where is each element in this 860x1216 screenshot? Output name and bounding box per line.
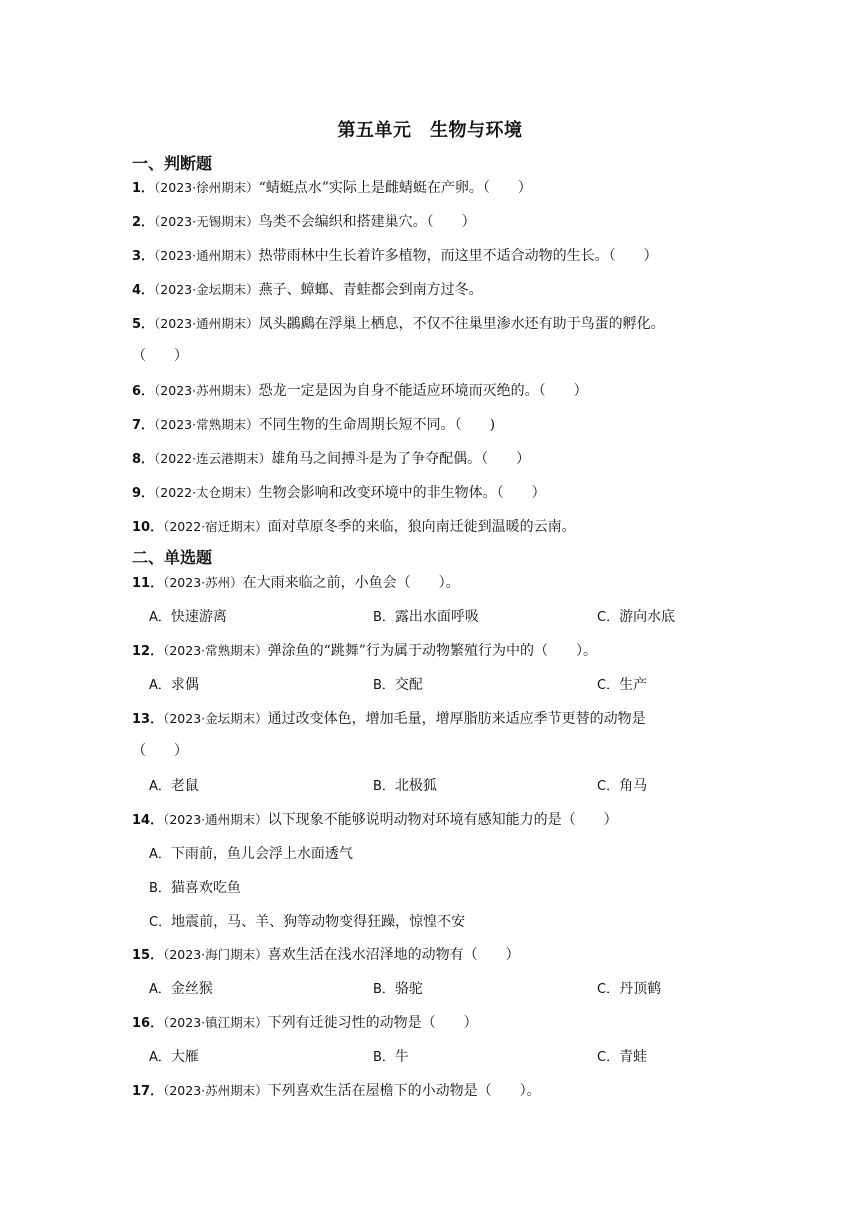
question-number: 17．: [132, 1084, 164, 1099]
option-a: [149, 675, 199, 696]
question-source: （2023·通州期末）: [154, 316, 259, 331]
question-number: 9．: [132, 486, 155, 501]
option-c: [597, 1047, 647, 1068]
option-b: [373, 675, 423, 696]
option-a: [149, 979, 213, 1000]
option-letter: A．: [149, 678, 171, 693]
question-13-continuation: （ ）: [132, 743, 188, 759]
question-source: （2023·常熟期末）: [154, 417, 259, 432]
option-c: [149, 912, 465, 933]
question-6: [132, 381, 588, 402]
question-number: 6．: [132, 384, 155, 399]
question-source: （2022·太仓期末）: [154, 485, 259, 500]
question-source: （2022·宿迁期末）: [163, 519, 268, 534]
option-letter: A．: [149, 847, 171, 862]
option-b: [373, 776, 437, 797]
question-text: 在大雨来临之前，小鱼会（ ）。: [242, 575, 460, 591]
option-text: 求偶: [170, 677, 199, 693]
question-3: [132, 246, 658, 267]
option-letter: C．: [597, 779, 620, 794]
question-text: 以下现象不能够说明动物对环境有感知能力的是（ ）: [267, 812, 618, 828]
option-letter: C．: [597, 982, 620, 997]
question-source: （2023·徐州期末）: [154, 180, 259, 195]
question-source: （2023·通州期末）: [163, 812, 268, 827]
question-text: “蜻蜓点水”实际上是雌蜻蜓在产卵。（ ）: [258, 180, 532, 196]
option-text: 地震前，马、羊、狗等动物变得狂躁，惊惶不安: [171, 914, 466, 930]
question-text: 燕子、蟑螂、青蛙都会到南方过冬。: [258, 282, 483, 298]
question-source: （2023·金坛期末）: [154, 282, 259, 297]
question-text: 下列有迁徙习性的动物是（ ）: [267, 1015, 478, 1031]
question-text: 通过改变体色，增加毛量，增厚脂肪来适应季节更替的动物是: [267, 711, 646, 727]
question-number: 5．: [132, 317, 155, 332]
question-number: 8．: [132, 452, 155, 467]
option-c: [597, 979, 661, 1000]
question-number: 14．: [132, 813, 164, 828]
question-number: 4．: [132, 283, 155, 298]
question-text: 凤头鸊鷉在浮巢上栖息，不仅不往巢里渗水还有助于鸟蛋的孵化。: [258, 316, 665, 332]
question-source: （2023·苏州期末）: [163, 1083, 268, 1098]
option-text: 老鼠: [170, 778, 199, 794]
question-source: （2023·通州期末）: [154, 248, 259, 263]
question-source: （2023·无锡期末）: [154, 214, 259, 229]
question-14: [132, 810, 618, 831]
option-a: [149, 844, 353, 865]
question-source: （2023·苏州期末）: [154, 383, 259, 398]
option-letter: C．: [597, 678, 620, 693]
question-5: [132, 314, 665, 335]
section-heading-choice: 二、单选题: [132, 548, 213, 567]
option-letter: B．: [373, 982, 395, 997]
option-c: [597, 607, 675, 628]
question-15: [132, 945, 520, 966]
question-5-continuation: （ ）: [132, 348, 188, 364]
question-text: 不同生物的生命周期长短不同。（ ): [258, 417, 496, 433]
question-text: 生物会影响和改变环境中的非生物体。（ ）: [258, 485, 546, 501]
option-text: 金丝猴: [170, 981, 213, 997]
question-text: 鸟类不会编织和搭建巢穴。（ ）: [258, 214, 476, 230]
option-text: 快速游离: [170, 609, 227, 625]
option-letter: C．: [597, 610, 620, 625]
option-text: 交配: [394, 677, 423, 693]
option-text: 牛: [394, 1049, 409, 1065]
question-number: 7．: [132, 418, 155, 433]
question-8: [132, 449, 530, 470]
question-text: 热带雨林中生长着许多植物，而这里不适合动物的生长。（ ）: [258, 248, 658, 264]
question-number: 3．: [132, 249, 155, 264]
question-number: 13．: [132, 712, 164, 727]
question-number: 10．: [132, 520, 164, 535]
question-13: [132, 709, 646, 730]
page-title: 第五单元 生物与环境: [337, 120, 523, 141]
option-a: [149, 776, 199, 797]
question-source: （2023·镇江期末）: [163, 1015, 268, 1030]
option-a: [149, 607, 227, 628]
option-letter: A．: [149, 982, 171, 997]
question-text: 恐龙一定是因为自身不能适应环境而灭绝的。（ ）: [258, 383, 588, 399]
option-letter: B．: [373, 678, 395, 693]
question-number: 1．: [132, 181, 155, 196]
question-text: 喜欢生活在浅水沼泽地的动物有（ ）: [267, 947, 520, 963]
question-2: [132, 212, 476, 233]
question-number: 15．: [132, 948, 164, 963]
option-text: 角马: [619, 778, 648, 794]
option-c: [597, 776, 647, 797]
option-letter: C．: [597, 1050, 620, 1065]
question-source: （2022·连云港期末）: [154, 451, 272, 466]
option-letter: A．: [149, 610, 171, 625]
option-letter: B．: [373, 610, 395, 625]
question-number: 11．: [132, 576, 164, 591]
option-a: [149, 1047, 199, 1068]
section-heading-judge: 一、判断题: [132, 154, 213, 173]
question-10: [132, 517, 576, 538]
question-text: 下列喜欢生活在屋檐下的小动物是（ ）。: [267, 1083, 541, 1099]
question-7: [132, 415, 495, 436]
option-b: [149, 878, 241, 899]
question-text: 弹涂鱼的“跳舞”行为属于动物繁殖行为中的（ ）。: [267, 643, 597, 659]
question-source: （2023·常熟期末）: [163, 643, 268, 658]
option-text: 露出水面呼吸: [394, 609, 479, 625]
question-text: 面对草原冬季的来临，狼向南迁徙到温暖的云南。: [267, 519, 576, 535]
option-text: 下雨前，鱼儿会浮上水面透气: [170, 846, 353, 862]
option-text: 游向水底: [619, 609, 676, 625]
question-number: 2．: [132, 215, 155, 230]
option-b: [373, 979, 423, 1000]
option-letter: B．: [373, 779, 395, 794]
option-letter: C．: [149, 915, 172, 930]
question-11: [132, 573, 460, 594]
question-source: （2023·海门期末）: [163, 947, 268, 962]
question-4: [132, 280, 483, 301]
question-number: 16．: [132, 1016, 164, 1031]
option-letter: A．: [149, 779, 171, 794]
option-text: 大雁: [170, 1049, 199, 1065]
question-text: 雄角马之间搏斗是为了争夺配偶。（ ）: [271, 451, 531, 467]
option-text: 青蛙: [619, 1049, 648, 1065]
option-letter: B．: [373, 1050, 395, 1065]
option-text: 骆驼: [394, 981, 423, 997]
question-1: [132, 178, 532, 199]
option-letter: A．: [149, 1050, 171, 1065]
option-text: 丹顶鹤: [619, 981, 662, 997]
question-9: [132, 483, 546, 504]
option-c: [597, 675, 647, 696]
question-number: 12．: [132, 644, 164, 659]
question-17: [132, 1081, 541, 1102]
option-text: 猫喜欢吃鱼: [170, 880, 241, 896]
question-source: （2023·金坛期末）: [163, 711, 268, 726]
question-source: （2023·苏州）: [163, 575, 243, 590]
option-letter: B．: [149, 881, 171, 896]
question-16: [132, 1013, 478, 1034]
question-12: [132, 641, 597, 662]
option-text: 生产: [619, 677, 648, 693]
option-b: [373, 607, 479, 628]
option-text: 北极狐: [394, 778, 437, 794]
option-b: [373, 1047, 409, 1068]
